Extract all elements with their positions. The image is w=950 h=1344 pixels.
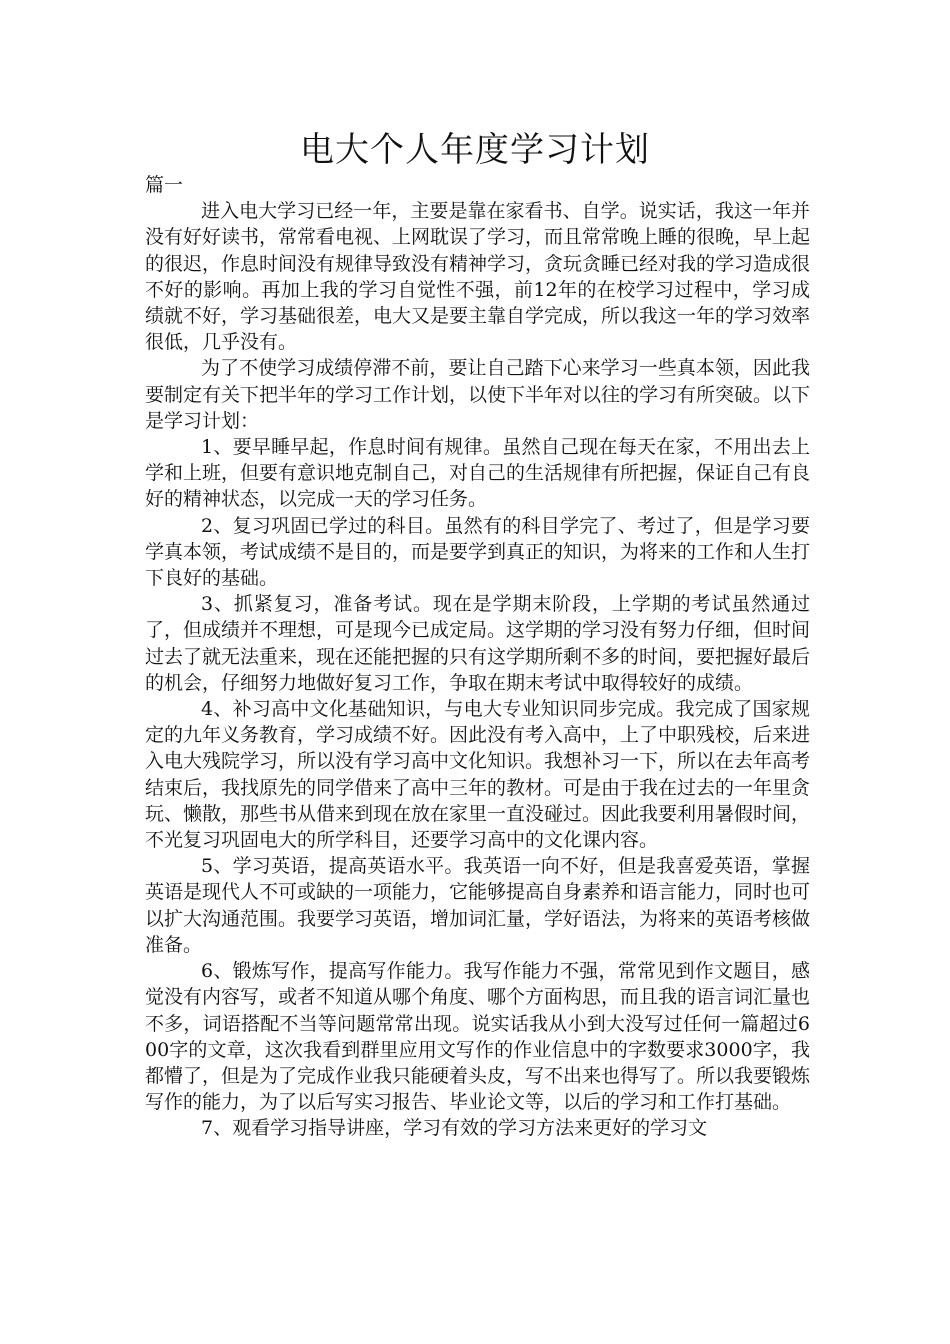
paragraph-item-7: 7、观看学习指导讲座，学习有效的学习方法来更好的学习文: [201, 1117, 708, 1140]
paragraph-intro: 进入电大学习已经一年，主要是靠在家看书、自学。说实话，我这一年并没有好好读书，常常看电视、上网耽误了学习，而且常常晚上睡的很晚，早上起的很迟，作息时间没有规律导致没有精神学习，贪玩贪睡已经对我的学习造成很不好的影响。再加上我的学习自觉性不强，前12年的在校学习过程中，学习成绩就不好，学习基础很差，电大又是要主靠自学完成，所以我这一年的学习效率很低，几乎没有。: [145, 200, 811, 354]
paragraph-item-3: 3、抓紧复习，准备考试。现在是学期末阶段，上学期的考试虽然通过了，但成绩并不理想，可是现今已成定局。这学期的学习没有努力仔细，但时间过去了就无法重来，现在还能把握的只有这学期所剩不多的时间，要把握好最后的机会，仔细努力地做好复习工作，争取在期末考试中取得较好的成绩。: [145, 593, 811, 694]
section-label: 篇一: [145, 174, 184, 196]
paragraph-plan-intro: 为了不使学习成绩停滞不前，要让自己踏下心来学习一些真本领，因此我要制定有关下把半年的学习工作计划，以使下半年对以往的学习有所突破。以下是学习计划：: [145, 357, 811, 432]
paragraph-item-6: 6、锻炼写作，提高写作能力。我写作能力不强，常常见到作文题目，感觉没有内容写，或者不知道从哪个角度、哪个方面构思，而且我的语言词汇量也不多，词语搭配不当等问题常常出现。说实话我从小到大没写过任何一篇超过600字的文章，这次我看到群里应用文写作的作业信息中的字数要求3000字，我都懵了，但是为了完成作业我只能硬着头皮，写不出来也得写了。所以我要锻炼写作的能力，为了以后写实习报告、毕业论文等，以后的学习和工作打基础。: [145, 960, 811, 1114]
document-body: [145, 172, 810, 1142]
paragraph-item-2: 2、复习巩固已学过的科目。虽然有的科目学完了、考过了，但是学习要学真本领，考试成绩不是目的，而是要学到真正的知识，为将来的工作和人生打下良好的基础。: [145, 514, 811, 590]
paragraph-item-1: 1、要早睡早起，作息时间有规律。虽然自己现在每天在家，不用出去上学和上班，但要有意识地克制自己，对自己的生活规律有所把握，保证自己有良好的精神状态，以完成一天的学习任务。: [145, 436, 811, 511]
paragraph-item-4: 4、补习高中文化基础知识，与电大专业知识同步完成。我完成了国家规定的九年义务教育，学习成绩不好。因此没有考入高中，上了中职残校，后来进入电大残院学习，所以没有学习高中文化知识。我想补习一下，所以在去年高考结束后，我找原先的同学借来了高中三年的教材。可是由于我在过去的一年里贪玩、懒散，那些书从借来到现在放在家里一直没碰过。因此我要利用暑假时间，不光复习巩固电大的所学科目，还要学习高中的文化课内容。: [145, 698, 811, 852]
document-title: 电大个人年度学习计划: [300, 130, 650, 170]
paragraph-item-5: 5、学习英语，提高英语水平。我英语一向不好，但是我喜爱英语，掌握英语是现代人不可或缺的一项能力，它能够提高自身素养和语言能力，同时也可以扩大沟通范围。我要学习英语，增加词汇量，学好语法，为将来的英语考核做准备。: [145, 855, 811, 956]
